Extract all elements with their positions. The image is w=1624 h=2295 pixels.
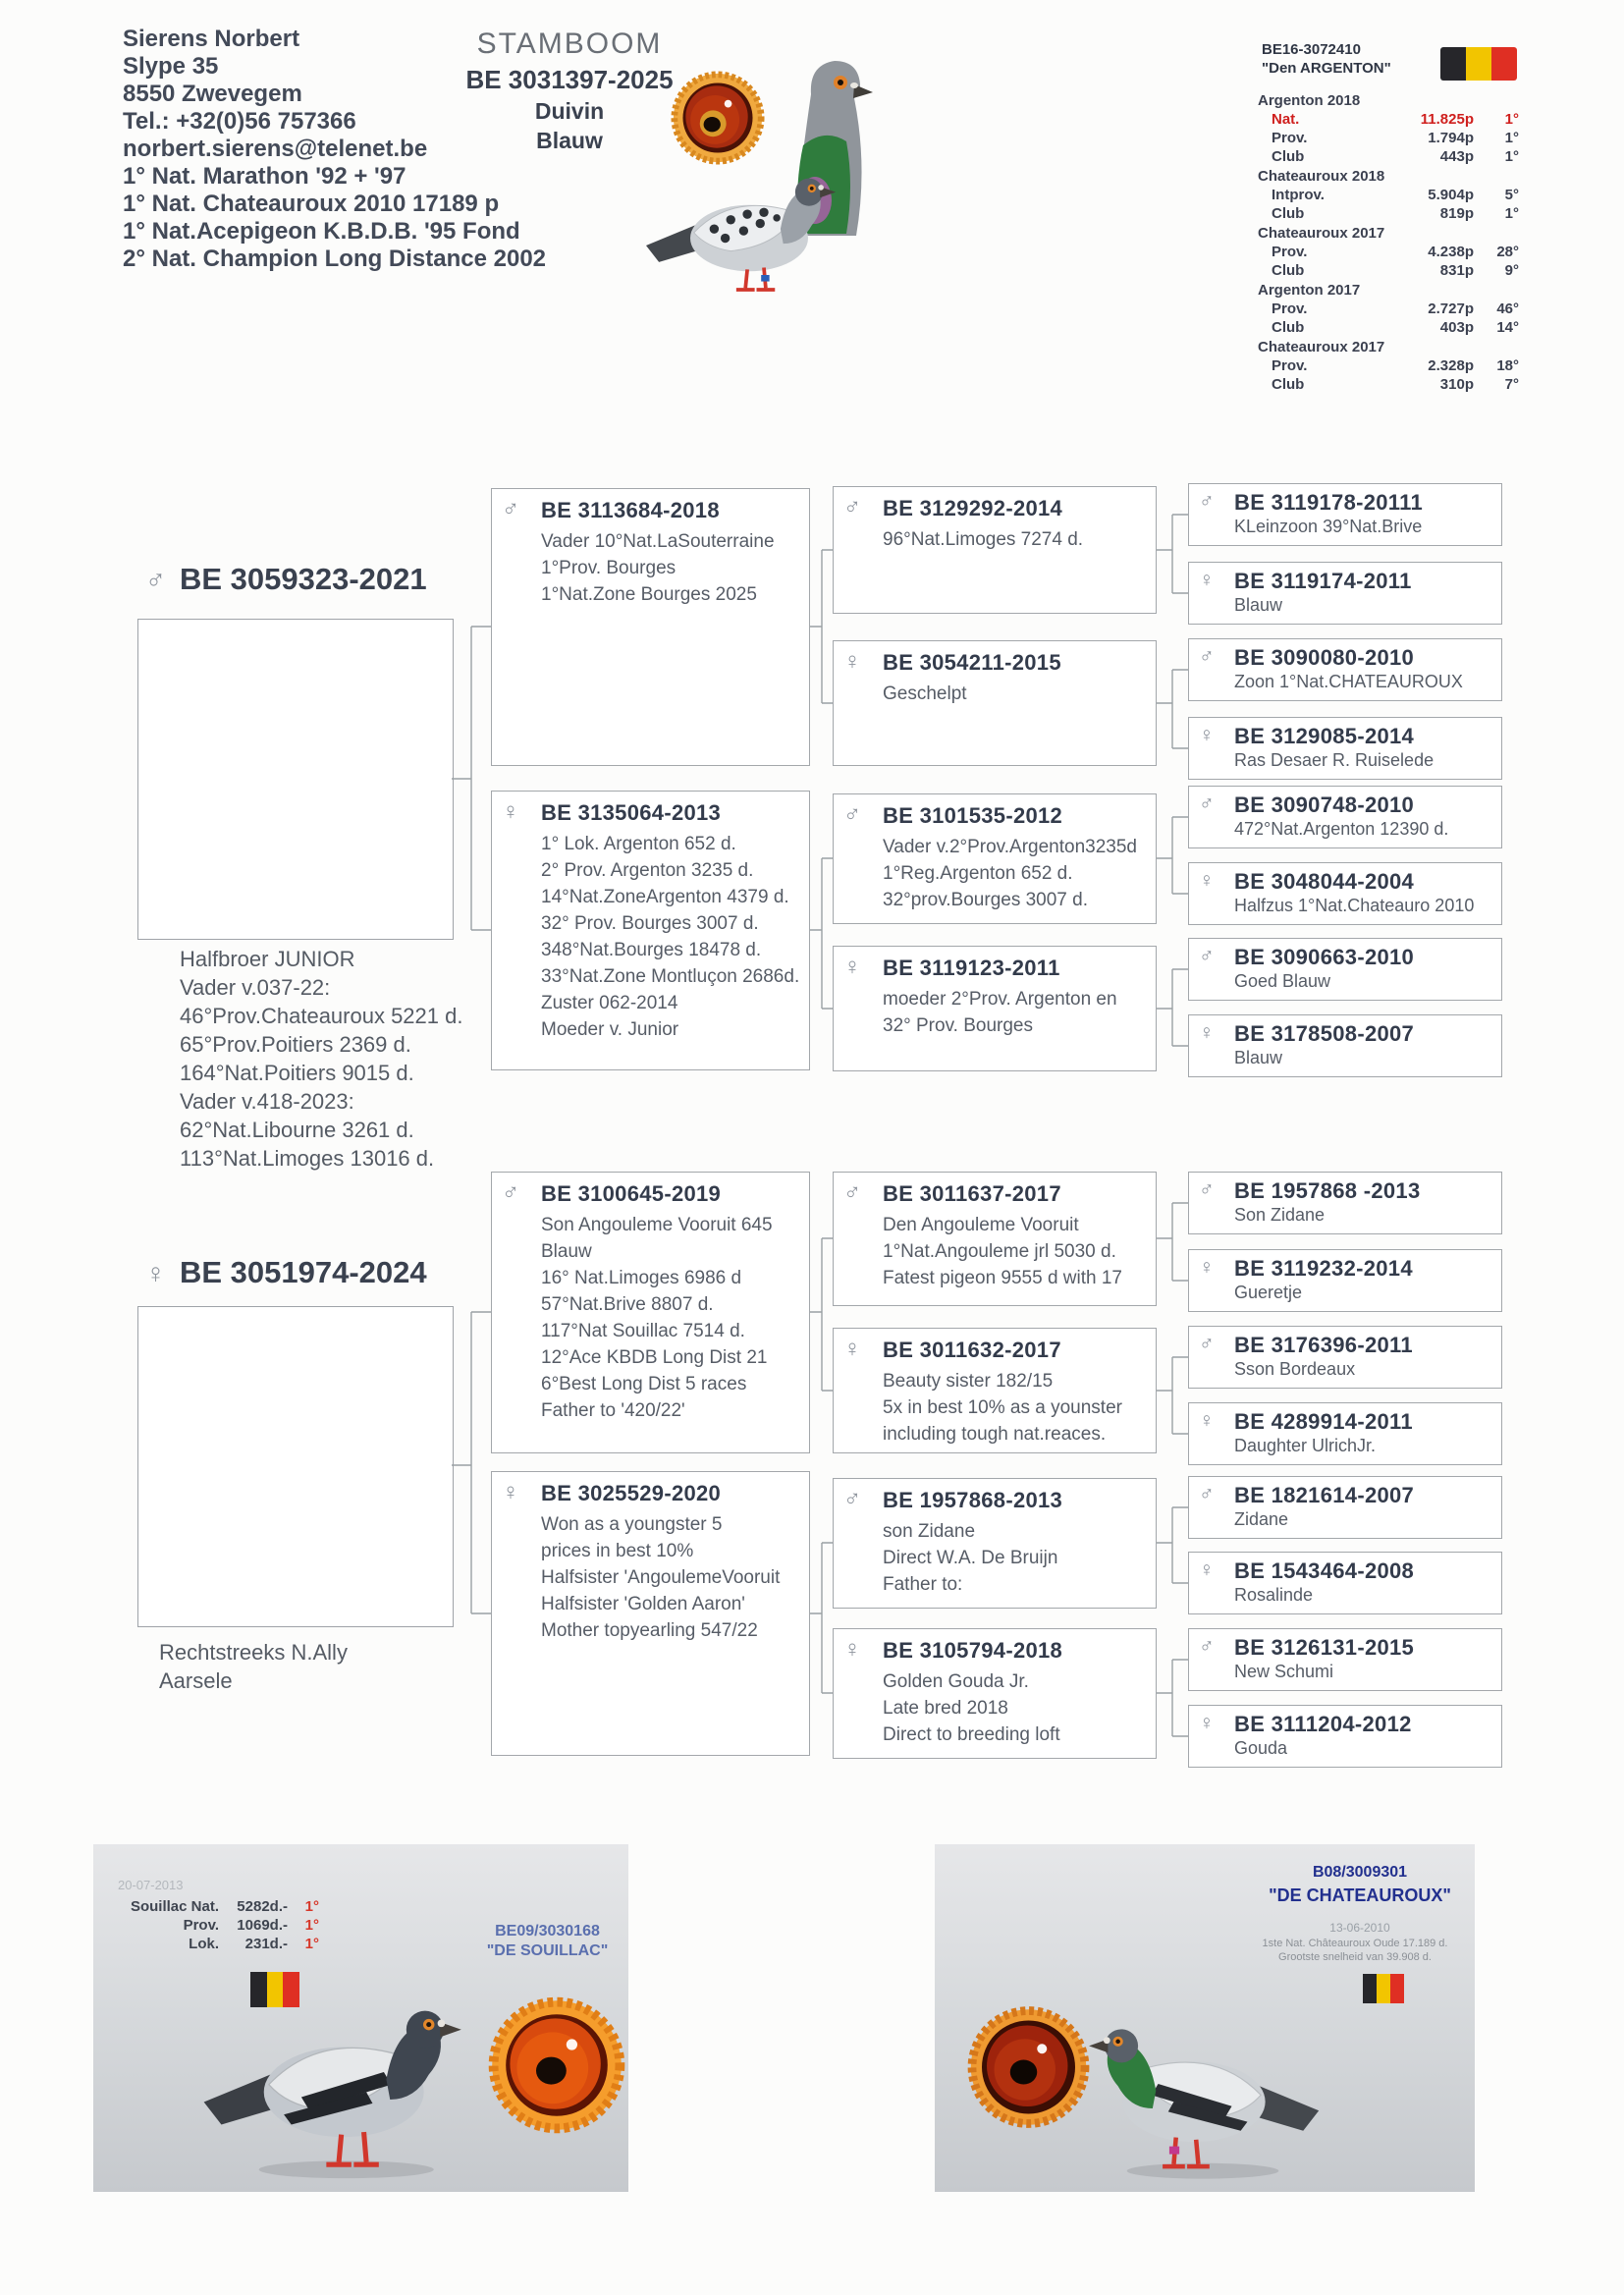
photo-pigeon-name: "DE SOUILLAC" [486, 1942, 609, 1959]
pedigree-note: Zoon 1°Nat.CHATEAUROUX [1234, 672, 1463, 691]
result-cell: 231d.- [244, 1936, 288, 1952]
result-cell: Prov. [1272, 357, 1308, 374]
photo-result-line: 1ste Nat. Châteauroux Oude 17.189 d. [1262, 1938, 1448, 1949]
belgian-flag-icon [1440, 47, 1517, 81]
female-icon: ♀ [1199, 1021, 1215, 1044]
pedigree-note-line: 32° Prov. Bourges [883, 1015, 1033, 1036]
male-icon: ♂ [502, 1179, 519, 1206]
pedigree-note-line: Fatest pigeon 9555 d with 17 [883, 1268, 1123, 1288]
result-row [1258, 356, 1519, 375]
pedigree-note-line: 1°Nat.Angouleme jrl 5030 d. [883, 1241, 1116, 1262]
female-icon: ♀ [1199, 1712, 1215, 1734]
pedigree-note-line: 1°Reg.Argenton 652 d. [883, 863, 1073, 884]
ring-number: BE 3135064-2013 [541, 800, 722, 825]
pedigree-box-gen4 [1188, 562, 1502, 625]
pedigree-note-line: Halfsister 'Golden Aaron' [541, 1594, 745, 1614]
pedigree-note: Zidane [1234, 1509, 1289, 1529]
pedigree-note-line: son Zidane [883, 1521, 976, 1542]
result-section-title: Argenton 2018 [1258, 92, 1361, 109]
result-cell: Club [1272, 262, 1305, 279]
pedigree-note-line: Direct W.A. De Bruijn [883, 1548, 1058, 1568]
female-icon: ♀ [843, 954, 861, 980]
ring-number: BE 3111204-2012 [1234, 1712, 1412, 1736]
result-cell: Prov. [1272, 301, 1308, 317]
pedigree-box-gen3 [833, 486, 1157, 614]
pedigree-note-line: Won as a youngster 5 [541, 1514, 723, 1535]
pedigree-note-line: 65°Prov.Poitiers 2369 d. [180, 1032, 411, 1057]
female-icon: ♀ [843, 648, 861, 675]
featured-results-table [1258, 90, 1519, 394]
pigeon-photo [196, 1858, 471, 2182]
male-icon: ♂ [843, 1486, 861, 1512]
ring-number: BE 3025529-2020 [541, 1481, 722, 1505]
ring-number: BE 1821614-2007 [1234, 1483, 1415, 1507]
pedigree-note-line: Vader v.418-2023: [180, 1089, 354, 1114]
result-row [1258, 300, 1519, 318]
ring-number: BE 3048044-2004 [1234, 869, 1415, 894]
female-icon: ♀ [843, 1636, 861, 1663]
female-icon: ♀ [1199, 569, 1215, 591]
result-section-title: Argenton 2017 [1258, 282, 1361, 299]
pedigree-note-line: Father to '420/22' [541, 1400, 685, 1421]
pedigree-box-gen4 [1188, 1476, 1502, 1539]
photo-de-chateauroux [935, 1844, 1475, 2192]
featured-ring-number: BE16-3072410 [1262, 41, 1361, 58]
result-cell: 18° [1496, 357, 1519, 374]
ring-number: BE 3100645-2019 [541, 1181, 722, 1206]
pigeon-eye-photo [488, 1992, 625, 2139]
pedigree-box-gen3 [833, 1478, 1157, 1609]
gen1-dam-notes [159, 1638, 348, 1695]
pedigree-notes [834, 1363, 1156, 1448]
result-section-title: Chateauroux 2017 [1258, 339, 1385, 355]
result-cell: 1° [304, 1936, 319, 1952]
ring-number: BE 1543464-2008 [1234, 1558, 1415, 1583]
male-icon: ♂ [1199, 1333, 1215, 1355]
pedigree-box-gen4 [1188, 1552, 1502, 1614]
pigeon-eye-photo [967, 2003, 1090, 2131]
ring-number: BE 3113684-2018 [541, 498, 720, 522]
pedigree-note-line: Vader v.037-22: [180, 975, 331, 1000]
gen1-dam-label [145, 1255, 427, 1290]
pedigree-note: Gouda [1234, 1738, 1288, 1758]
pedigree-note: Rosalinde [1234, 1585, 1314, 1605]
pedigree-note-line: 96°Nat.Limoges 7274 d. [883, 529, 1084, 550]
pedigree-box-gen2 [491, 791, 810, 1070]
pedigree-box-gen3 [833, 1628, 1157, 1759]
pedigree-notes [492, 1506, 809, 1644]
pedigree-note-line: including tough nat.reaces. [883, 1424, 1107, 1445]
result-cell: 7° [1504, 376, 1519, 393]
pedigree-note-line: moeder 2°Prov. Argenton en [883, 989, 1117, 1010]
breeder-info-line: 8550 Zwevegem [123, 81, 302, 107]
pedigree-note-line: 5x in best 10% as a younster [883, 1397, 1122, 1418]
pedigree-note-line: 12°Ace KBDB Long Dist 21 [541, 1347, 768, 1368]
pedigree-note-line: Son Angouleme Vooruit 645 [541, 1215, 773, 1235]
pedigree-box-gen3 [833, 1172, 1157, 1306]
result-cell: Club [1272, 376, 1305, 393]
pigeon-photo [636, 157, 847, 304]
result-cell: 2.328p [1428, 357, 1474, 374]
female-icon: ♀ [1199, 1558, 1215, 1581]
gen1-dam-photo-frame [137, 1306, 454, 1627]
result-cell: 403p [1439, 319, 1474, 336]
result-cell: 1069d.- [237, 1917, 288, 1934]
ring-number: BE 3090080-2010 [1234, 645, 1415, 670]
result-row [1258, 186, 1519, 204]
pedigree-box-gen3 [833, 946, 1157, 1071]
pedigree-box-gen4 [1188, 938, 1502, 1001]
result-row [1258, 129, 1519, 147]
pedigree-box-gen4 [1188, 717, 1502, 780]
pedigree-note-line: Direct to breeding loft [883, 1724, 1060, 1745]
ring-number: BE 3129085-2014 [1234, 724, 1415, 748]
pigeon-photo [1080, 1858, 1326, 2182]
pigeon-eye-photo [671, 71, 765, 165]
pedigree-note-line: Moeder v. Junior [541, 1019, 679, 1040]
female-icon: ♀ [502, 1479, 519, 1505]
pedigree-note-line: 16° Nat.Limoges 6986 d [541, 1268, 742, 1288]
pedigree-note-line: Vader v.2°Prov.Argenton3235d [883, 837, 1137, 857]
ring-number: BE 3011632-2017 [883, 1338, 1061, 1362]
pedigree-note: Daughter UlrichJr. [1234, 1436, 1377, 1455]
pedigree-note-line: Rechtstreeks N.Ally [159, 1640, 348, 1665]
photo-result-line: Grootste snelheid van 39.908 d. [1278, 1951, 1432, 1963]
breeder-info-line: Sierens Norbert [123, 26, 300, 52]
male-icon: ♂ [843, 494, 861, 520]
pedigree-box-gen4 [1188, 1705, 1502, 1768]
male-icon: ♂ [1199, 792, 1215, 815]
pedigree-note-line: Beauty sister 182/15 [883, 1371, 1054, 1392]
result-cell: Club [1272, 148, 1305, 165]
result-cell: 1° [1504, 130, 1519, 146]
result-cell: Intprov. [1272, 187, 1325, 203]
result-cell: 11.825p [1420, 111, 1474, 128]
photo-ring-number: BE09/3030168 [495, 1923, 600, 1940]
female-icon: ♀ [1199, 1256, 1215, 1279]
result-cell: 46° [1496, 301, 1519, 317]
result-cell: 9° [1504, 262, 1519, 279]
gen1-sire-notes [180, 945, 462, 1173]
result-cell: Club [1272, 205, 1305, 222]
pedigree-box-gen4 [1188, 786, 1502, 848]
pedigree-note-line: 164°Nat.Poitiers 9015 d. [180, 1061, 414, 1085]
pedigree-note-line: 348°Nat.Bourges 18478 d. [541, 940, 762, 960]
pedigree-note-line: prices in best 10% [541, 1541, 694, 1561]
ring-number: BE 3051974-2024 [180, 1255, 427, 1289]
female-icon: ♀ [502, 798, 519, 825]
photo-ring-number: B08/3009301 [1312, 1864, 1408, 1881]
result-cell: 443p [1439, 148, 1474, 165]
pedigree-note-line: Geschelpt [883, 683, 967, 704]
result-cell: 5° [1504, 187, 1519, 203]
pedigree-box-gen2 [491, 1172, 810, 1453]
pedigree-note-line: Blauw [541, 1241, 592, 1262]
breeder-info-line: 1° Nat. Marathon '92 + '97 [123, 163, 406, 190]
photo-date: 13-06-2010 [1329, 1921, 1390, 1935]
result-cell: Club [1272, 319, 1305, 336]
male-icon: ♂ [843, 1179, 861, 1206]
female-icon: ♀ [1199, 724, 1215, 746]
photo-date: 20-07-2013 [118, 1878, 184, 1892]
male-icon: ♂ [843, 801, 861, 828]
pedigree-box-gen3 [833, 640, 1157, 766]
male-icon: ♂ [1199, 1178, 1215, 1201]
ring-number: BE 3129292-2014 [883, 496, 1063, 520]
breeder-info-line: Tel.: +32(0)56 757366 [123, 108, 356, 135]
breeder-info-line: norbert.sierens@telenet.be [123, 136, 428, 162]
ring-number: BE 3059323-2021 [180, 562, 427, 596]
featured-pigeon-name: "Den ARGENTON" [1262, 60, 1391, 77]
result-row [1258, 375, 1519, 394]
female-icon: ♀ [1199, 1409, 1215, 1432]
pedigree-note-line: 1° Lok. Argenton 652 d. [541, 834, 736, 854]
result-cell: 1° [304, 1917, 319, 1934]
pedigree-notes [834, 521, 1156, 553]
pedigree-note: Ras Desaer R. Ruiselede [1234, 750, 1435, 770]
ring-number: BE 3126131-2015 [1234, 1635, 1415, 1660]
male-icon: ♂ [1199, 490, 1215, 513]
result-section-title: Chateauroux 2017 [1258, 225, 1385, 242]
pedigree-note-line: 14°Nat.ZoneArgenton 4379 d. [541, 887, 789, 907]
result-row [1258, 261, 1519, 280]
ring-number: BE 3105794-2018 [883, 1638, 1063, 1663]
pedigree-box-gen4 [1188, 483, 1502, 546]
gen1-sire-label [145, 562, 427, 597]
result-row [1258, 204, 1519, 223]
ring-number: BE 3090663-2010 [1234, 945, 1415, 969]
pedigree-notes [834, 829, 1156, 913]
pedigree-note: New Schumi [1234, 1662, 1334, 1681]
result-cell: 310p [1439, 376, 1474, 393]
ring-number: BE 1957868-2013 [883, 1488, 1063, 1512]
female-icon: ♀ [1199, 869, 1215, 892]
pedigree-note-line: Halfbroer JUNIOR [180, 947, 355, 971]
pedigree-note-line: 33°Nat.Zone Montluçon 2686d. [541, 966, 800, 987]
pedigree-note-line: Late bred 2018 [883, 1698, 1008, 1719]
pedigree-note-line: Halfsister 'AngoulemeVooruit [541, 1567, 781, 1588]
pedigree-box-gen4 [1188, 1326, 1502, 1389]
pedigree-box-gen4 [1188, 1249, 1502, 1312]
pedigree-box-gen4 [1188, 1014, 1502, 1077]
male-icon: ♂ [1199, 945, 1215, 967]
pedigree-note-line: Golden Gouda Jr. [883, 1671, 1029, 1692]
pedigree-note-line: 1°Prov. Bourges [541, 558, 677, 578]
subject-color: Blauw [536, 128, 603, 153]
breeder-info-line: 1° Nat. Chateauroux 2010 17189 p [123, 191, 500, 217]
pedigree-box-gen4 [1188, 638, 1502, 701]
pedigree-notes [834, 1513, 1156, 1598]
pedigree-note-line: 57°Nat.Brive 8807 d. [541, 1294, 714, 1315]
ring-number: BE 3090748-2010 [1234, 792, 1415, 817]
ring-number: BE 3119178-20111 [1234, 490, 1423, 515]
pedigree-note: Gueretje [1234, 1283, 1303, 1302]
female-icon: ♀ [843, 1336, 861, 1362]
photo-pigeon-name: "DE CHATEAUROUX" [1269, 1885, 1451, 1905]
male-icon: ♂ [1199, 1483, 1215, 1505]
result-cell: 2.727p [1428, 301, 1474, 317]
pedigree-note: Halfzus 1°Nat.Chateauro 2010 [1234, 896, 1475, 915]
subject-ring-number: BE 3031397-2025 [465, 65, 674, 94]
result-cell: 4.238p [1428, 244, 1474, 260]
ring-number: BE 3178508-2007 [1234, 1021, 1415, 1046]
male-icon: ♂ [502, 496, 519, 522]
result-cell: Prov. [183, 1917, 219, 1934]
pedigree-note-line: 117°Nat Souillac 7514 d. [541, 1321, 745, 1341]
belgian-flag-icon [1363, 1974, 1404, 2003]
ring-number: BE 3119232-2014 [1234, 1256, 1413, 1281]
pedigree-note-line: Mother topyearling 547/22 [541, 1620, 758, 1641]
pedigree-box-gen2 [491, 1471, 810, 1756]
ring-number: BE 3119123-2011 [883, 956, 1060, 980]
result-row [1258, 147, 1519, 166]
pedigree-note: 472°Nat.Argenton 12390 d. [1234, 819, 1449, 839]
pedigree-box-gen4 [1188, 1628, 1502, 1691]
result-cell: 831p [1439, 262, 1474, 279]
ring-number: BE 3054211-2015 [883, 650, 1061, 675]
pedigree-box-gen3 [833, 1328, 1157, 1453]
ring-number: BE 1957868 -2013 [1234, 1178, 1421, 1203]
pedigree-notes [834, 981, 1156, 1039]
pedigree-note-line: Aarsele [159, 1668, 233, 1693]
result-cell: Prov. [1272, 244, 1308, 260]
pedigree-note: KLeinzoon 39°Nat.Brive [1234, 517, 1423, 536]
pedigree-note: Blauw [1234, 1048, 1283, 1067]
pedigree-note-line: 32°prov.Bourges 3007 d. [883, 890, 1088, 910]
pedigree-note-line: Father to: [883, 1574, 963, 1595]
subject-sex: Duivin [534, 98, 605, 124]
pedigree-note: Son Zidane [1234, 1205, 1326, 1225]
pedigree-notes [492, 1207, 809, 1424]
result-cell: Nat. [1272, 111, 1300, 128]
ring-number: BE 3119174-2011 [1234, 569, 1412, 593]
pedigree-box-gen4 [1188, 862, 1502, 925]
pedigree-note-line: 6°Best Long Dist 5 races [541, 1374, 747, 1394]
pedigree-notes [492, 826, 809, 1043]
ring-number: BE 3176396-2011 [1234, 1333, 1413, 1357]
pedigree-note: Blauw [1234, 595, 1283, 615]
result-cell: 1° [1504, 205, 1519, 222]
result-cell: 1° [304, 1898, 319, 1915]
result-row [1258, 110, 1519, 129]
breeder-info-line: 1° Nat.Acepigeon K.B.D.B. '95 Fond [123, 218, 520, 245]
photo-de-souillac [93, 1844, 628, 2192]
pedigree-notes [834, 676, 1156, 707]
pedigree-note-line: 2° Prov. Argenton 3235 d. [541, 860, 754, 881]
result-cell: 28° [1496, 244, 1519, 260]
result-row [1258, 243, 1519, 261]
pedigree-note-line: 62°Nat.Libourne 3261 d. [180, 1118, 414, 1142]
result-cell: 819p [1439, 205, 1474, 222]
result-cell: Prov. [1272, 130, 1308, 146]
result-cell: 5.904p [1428, 187, 1474, 203]
result-cell: 5282d.- [237, 1898, 288, 1915]
pedigree-box-gen2 [491, 488, 810, 766]
pedigree-notes [492, 523, 809, 608]
pedigree-note-line: 46°Prov.Chateauroux 5221 d. [180, 1004, 463, 1028]
result-cell: 14° [1496, 319, 1519, 336]
breeder-info-line: Slype 35 [123, 53, 219, 80]
gen1-sire-photo-frame [137, 619, 454, 940]
pedigree-note-line: 32° Prov. Bourges 3007 d. [541, 913, 759, 934]
pedigree-note: Goed Blauw [1234, 971, 1331, 991]
ring-number: BE 3011637-2017 [883, 1181, 1061, 1206]
female-icon: ♀ [145, 1258, 166, 1288]
male-icon: ♂ [145, 565, 166, 595]
page-title: STAMBOOM [476, 27, 663, 60]
pedigree-note-line: 1°Nat.Zone Bourges 2025 [541, 584, 757, 605]
result-section-title: Chateauroux 2018 [1258, 168, 1385, 185]
pedigree-note: Sson Bordeaux [1234, 1359, 1356, 1379]
breeder-info-line: 2° Nat. Champion Long Distance 2002 [123, 246, 547, 272]
result-cell: Souillac Nat. [130, 1898, 219, 1915]
pedigree-notes [834, 1664, 1156, 1748]
pedigree-note-line: Den Angouleme Vooruit [883, 1215, 1079, 1235]
pedigree-box-gen4 [1188, 1402, 1502, 1465]
pedigree-notes [834, 1207, 1156, 1291]
result-row [1258, 318, 1519, 337]
result-cell: 1° [1504, 148, 1519, 165]
pedigree-note-line: Vader 10°Nat.LaSouterraine [541, 531, 775, 552]
ring-number: BE 4289914-2011 [1234, 1409, 1413, 1434]
pedigree-box-gen3 [833, 793, 1157, 924]
pedigree-box-gen4 [1188, 1172, 1502, 1234]
male-icon: ♂ [1199, 1635, 1215, 1658]
result-cell: 1.794p [1428, 130, 1474, 146]
male-icon: ♂ [1199, 645, 1215, 668]
ring-number: BE 3101535-2012 [883, 803, 1063, 828]
result-cell: Lok. [189, 1936, 219, 1952]
pedigree-note-line: 113°Nat.Limoges 13016 d. [180, 1146, 435, 1171]
pedigree-note-line: Zuster 062-2014 [541, 993, 678, 1013]
result-cell: 1° [1504, 111, 1519, 128]
